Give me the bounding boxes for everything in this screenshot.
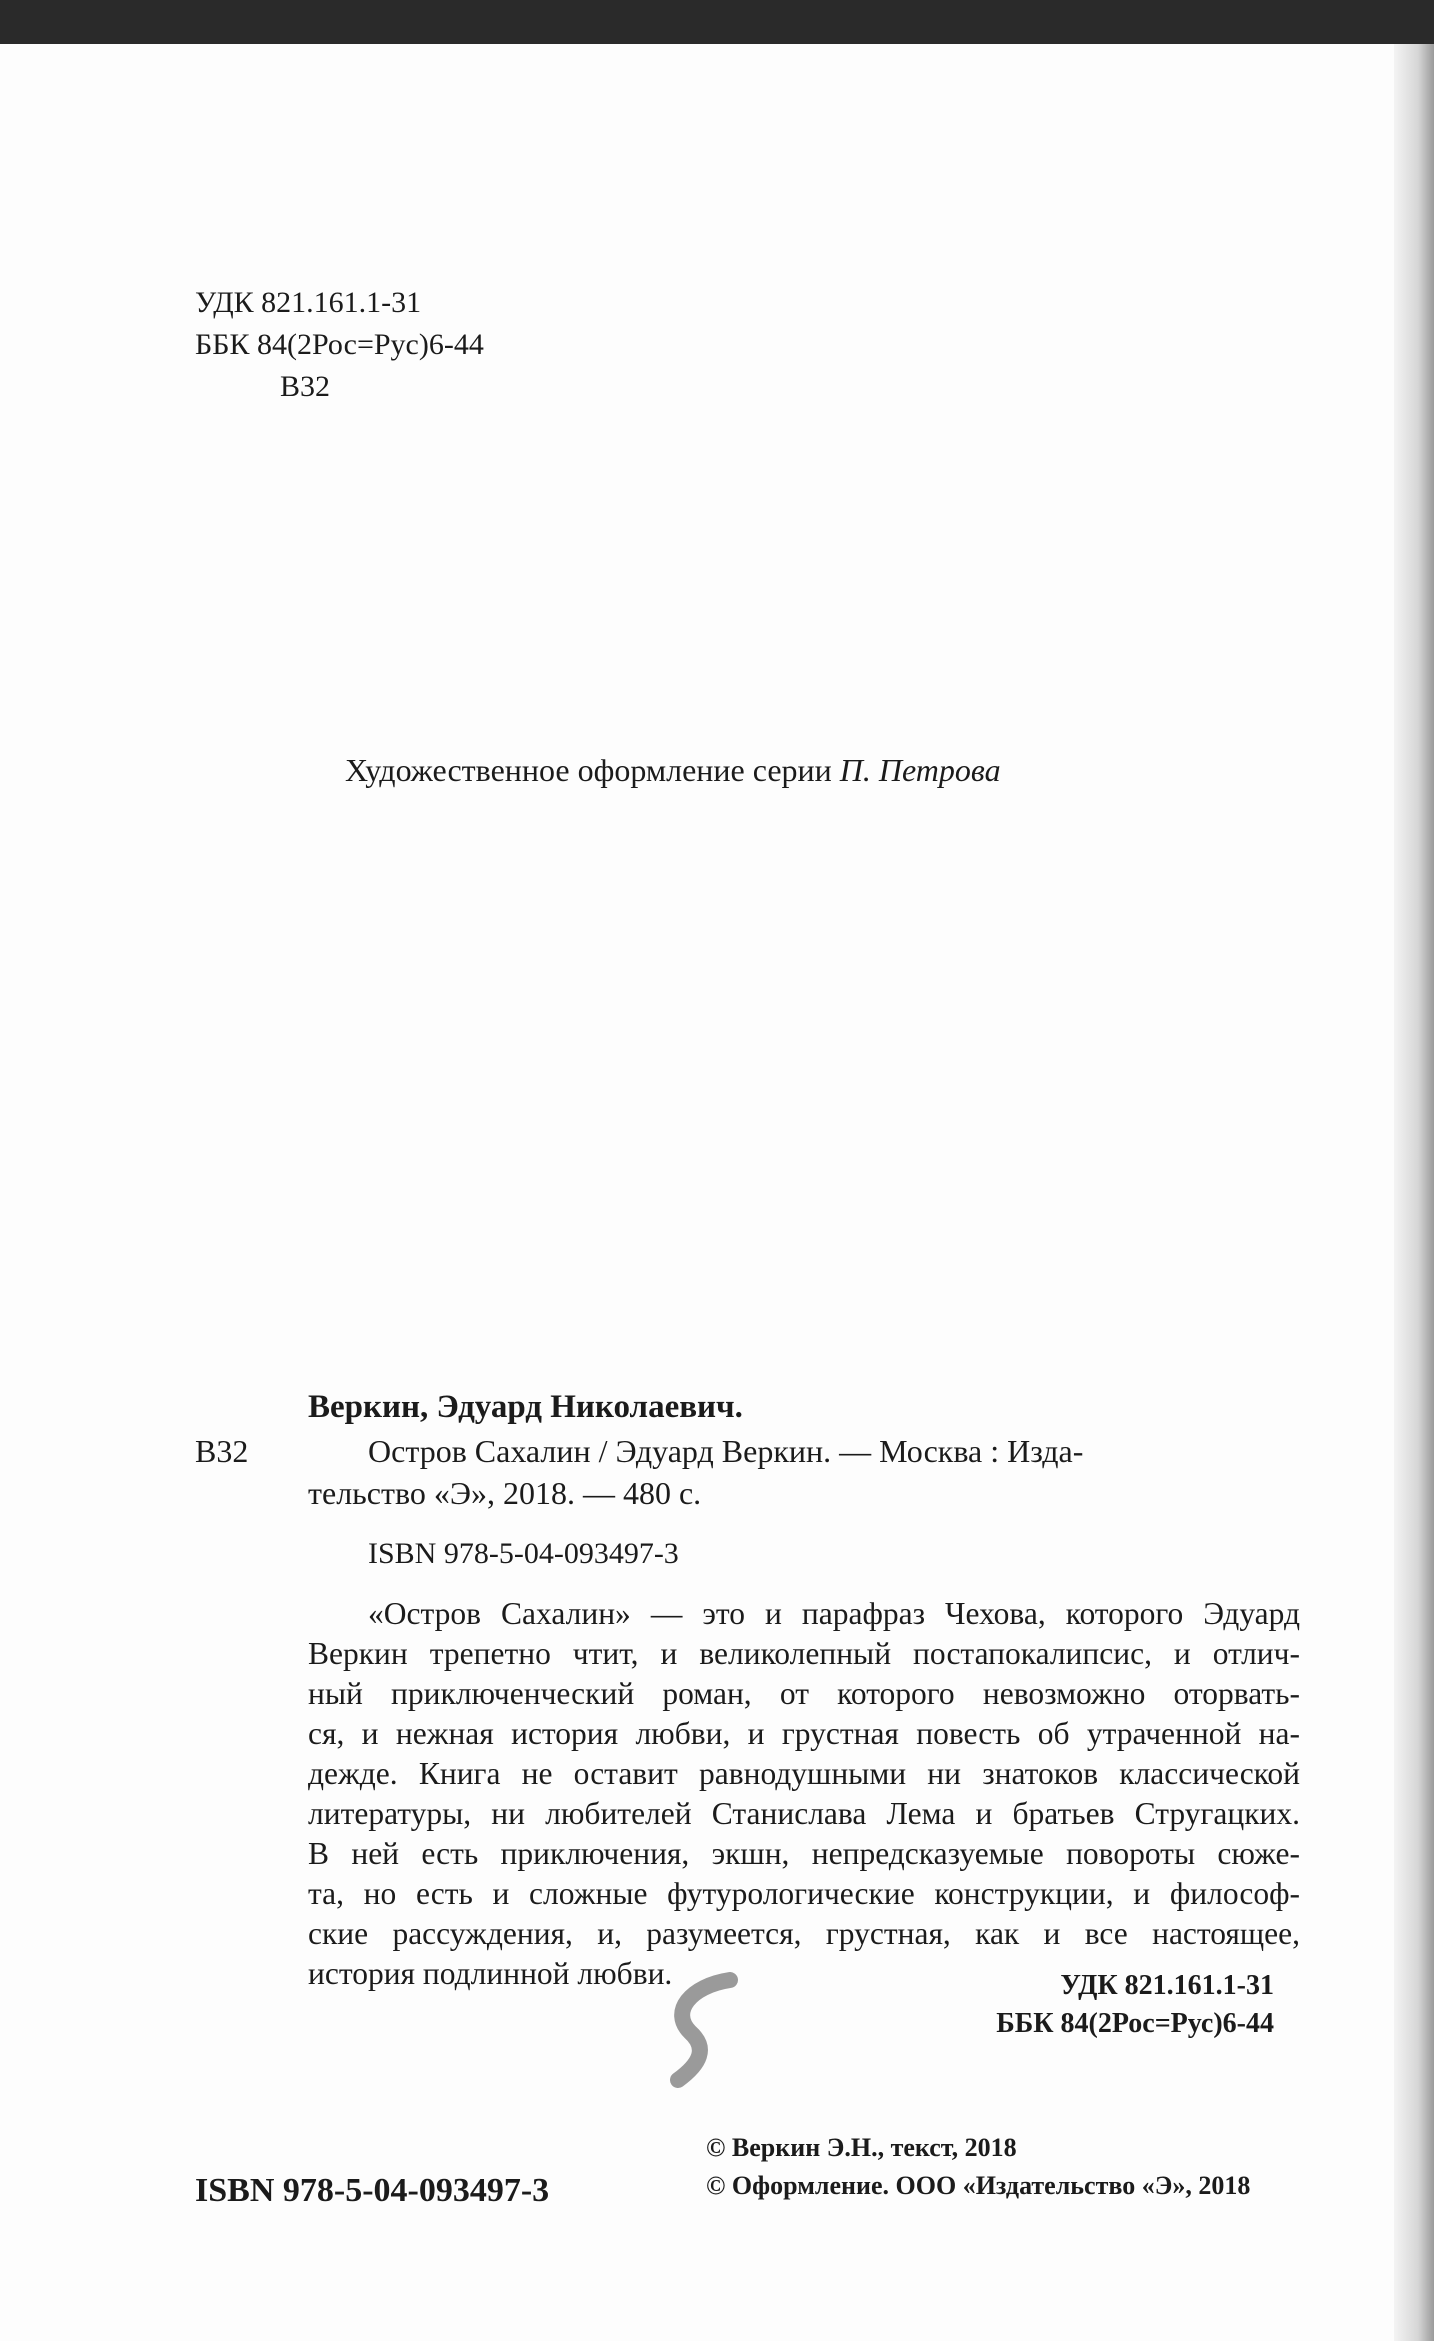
copyright-text: © Веркин Э.Н., текст, 2018 xyxy=(706,2133,1017,2162)
publisher-logo-icon xyxy=(660,1972,750,2092)
isbn-bottom: ISBN 978-5-04-093497-3 xyxy=(195,2172,550,2209)
annotation-line: Веркин трепетно чтит, и великолепный постапокалипсис, и отлич- xyxy=(308,1636,1300,1671)
udk-code-bottom: УДК 821.161.1-31 xyxy=(1060,1970,1274,2001)
annotation-line: та, но есть и сложные футурологические конструкции, и философ- xyxy=(308,1876,1300,1911)
series-design-credit xyxy=(345,752,1001,789)
annotation-line: литературы, ни любителей Станислава Лема и братьев Стругацких. xyxy=(308,1796,1300,1831)
scan-right-edge xyxy=(1394,44,1434,2341)
annotation xyxy=(308,1594,1300,1994)
bbk-code-top: ББК 84(2Рос=Рус)6-44 xyxy=(195,328,484,361)
design-credit-artist: П. Петрова xyxy=(839,752,1001,788)
annotation-line: ся, и нежная история любви, и грустная повесть об утраченной на- xyxy=(308,1716,1300,1751)
annotation-line: история подлинной любви. xyxy=(308,1956,673,1991)
annotation-line: дежде. Книга не оставит равнодушными ни знатоков классической xyxy=(308,1756,1300,1791)
annotation-line: В ней есть приключения, экшн, непредсказуемые повороты сюже- xyxy=(308,1836,1300,1871)
annotation-line: «Остров Сахалин» — это и парафраз Чехова, которого Эдуард xyxy=(368,1596,1300,1631)
author-sign: В32 xyxy=(195,1433,249,1469)
author-heading: Веркин, Эдуард Николаевич. xyxy=(308,1389,743,1425)
author-sign-top: В32 xyxy=(280,370,331,403)
title-statement-line-2: тельство «Э», 2018. — 480 с. xyxy=(308,1475,702,1511)
scan-top-edge xyxy=(0,0,1434,44)
copyright-design: © Оформление. ООО «Издательство «Э», 2018 xyxy=(706,2171,1251,2200)
bbk-code-bottom: ББК 84(2Рос=Рус)6-44 xyxy=(996,2008,1274,2039)
isbn-inline: ISBN 978-5-04-093497-3 xyxy=(368,1537,679,1570)
title-statement-line-1: Остров Сахалин / Эдуард Веркин. — Москва : Изда- xyxy=(368,1433,1084,1469)
book-page xyxy=(0,44,1394,2341)
annotation-line: ские рассуждения, и, разумеется, грустная, как и все настоящее, xyxy=(308,1916,1300,1951)
annotation-line: ный приключенческий роман, от которого невозможно оторвать- xyxy=(308,1676,1300,1711)
udk-code-top: УДК 821.161.1-31 xyxy=(195,286,422,319)
design-credit-label: Художественное оформление серии xyxy=(345,752,840,788)
